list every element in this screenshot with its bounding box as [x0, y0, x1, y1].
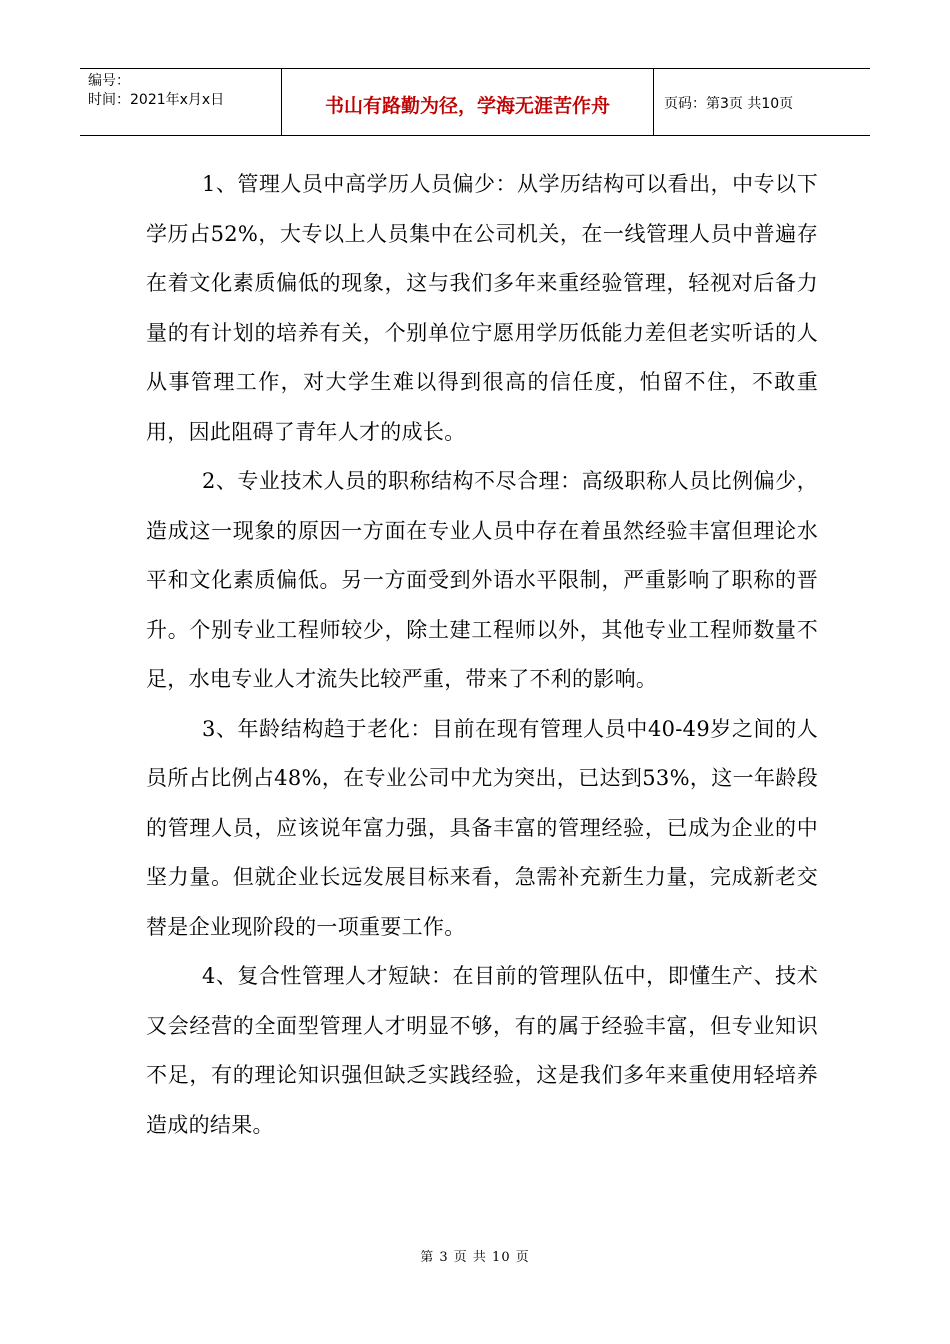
- document-header: [80, 68, 870, 136]
- paragraph-2: 2、专业技术人员的职称结构不尽合理：高级职称人员比例偏少，造成这一现象的原因一方面在专业人员中存在着虽然经验丰富但理论水平和文化素质偏低。另一方面受到外语水平限制，严重影响了职称的晋升。个别专业工程师较少，除土建工程师以外，其他专业工程师数量不足，水电专业人才流失比较严重，带来了不利的影响。: [146, 469, 818, 691]
- paragraph-4: 4、复合性管理人才短缺：在目前的管理队伍中，即懂生产、技术又会经营的全面型管理人才明显不够，有的属于经验丰富，但专业知识不足，有的理论知识强但缺乏实践经验，这是我们多年来重使用轻培养造成的结果。: [146, 964, 818, 1137]
- document-time-label: 时间：2021年x月x日: [88, 92, 225, 108]
- paragraph-3: 3、年龄结构趋于老化：目前在现有管理人员中40-49岁之间的人员所占比例占48%，在专业公司中尤为突出，已达到53%，这一年龄段的管理人员，应该说年富力强，具备丰富的管理经验，已成为企业的中坚力量。但就企业长远发展目标来看，急需补充新生力量，完成新老交替是企业现阶段的一项重要工作。: [146, 716, 818, 939]
- header-page-code: 页码：第3页 共10页: [664, 96, 794, 112]
- document-body: [146, 160, 818, 1150]
- header-motto: 书山有路勤为径，学海无涯苦作舟: [282, 69, 654, 135]
- paragraph-1: 1、管理人员中高学历人员偏少：从学历结构可以看出，中专以下学历占52%，大专以上人员集中在公司机关，在一线管理人员中普遍存在着文化素质偏低的现象，这与我们多年来重经验管理，轻视对后备力量的有计划的培养有关，个别单位宁愿用学历低能力差但老实听话的人从事管理工作，对大学生难以得到很高的信任度，怕留不住，不敢重用，因此阻碍了青年人才的成长。: [146, 172, 818, 444]
- header-meta: [80, 69, 282, 135]
- document-number-label: 编号：: [88, 73, 130, 89]
- page-footer: 第 3 页 共 10 页: [420, 1250, 530, 1265]
